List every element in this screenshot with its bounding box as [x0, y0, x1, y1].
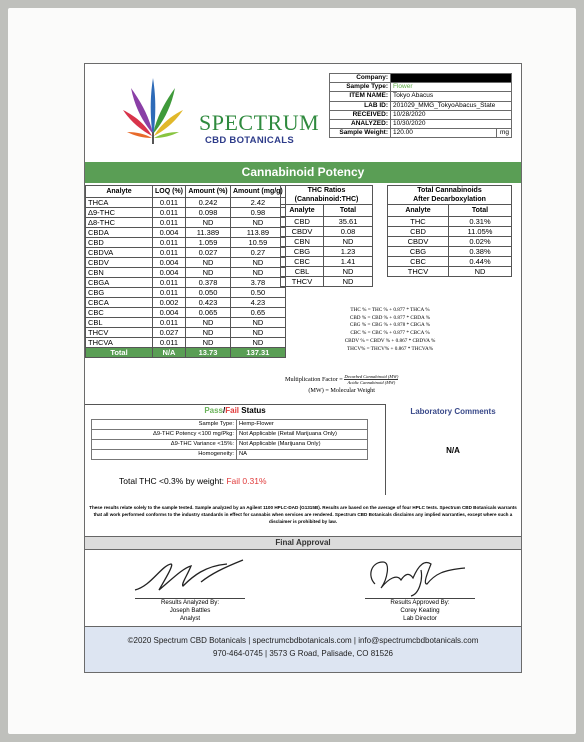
- totals-col-analyte: Analyte: [388, 205, 449, 217]
- table-row: [86, 288, 286, 298]
- total-thc-label: Total THC <0.3% by weight:: [119, 476, 224, 486]
- table-cell: 0.011: [153, 238, 186, 248]
- table-row: [86, 248, 286, 258]
- table-cell: CBDVA: [86, 248, 153, 258]
- table-cell: 0.98: [231, 208, 286, 218]
- table-cell: 0.011: [153, 318, 186, 328]
- table-cell: 0.011: [153, 208, 186, 218]
- table-cell: CBGA: [86, 278, 153, 288]
- table-cell: CBCA: [86, 298, 153, 308]
- lab-comments-title: Laboratory Comments: [410, 407, 496, 416]
- table-row: [281, 257, 373, 267]
- table-cell: Δ9-THC: [86, 208, 153, 218]
- sample-weight-value: 120.00: [393, 129, 413, 137]
- table-cell: ND: [231, 318, 286, 328]
- table-cell: ND: [231, 338, 286, 348]
- pass-word: Pass: [204, 406, 223, 415]
- table-row: [281, 217, 373, 227]
- mw-note: (MW) = Molecular Weight: [308, 387, 375, 394]
- table-cell: 0.011: [153, 288, 186, 298]
- table-cell: 0.050: [186, 288, 231, 298]
- status-word: Status: [239, 406, 266, 415]
- multiplication-factor: [285, 374, 398, 394]
- table-cell: 1.23: [324, 247, 373, 257]
- sample-weight-unit: mg: [496, 129, 509, 137]
- info-value-item-name: Tokyo Abacus: [391, 92, 512, 101]
- table-cell: Δ8-THC: [86, 218, 153, 228]
- col-header-amount-mgg: Amount (mg/g): [231, 186, 286, 198]
- table-row: [86, 308, 286, 318]
- final-approval-bar: Final Approval: [85, 536, 521, 550]
- table-cell: ND: [324, 237, 373, 247]
- info-label: ANALYZED:: [330, 119, 391, 128]
- pf-value: Hemp-Flower: [237, 420, 368, 430]
- table-cell: 0.011: [153, 248, 186, 258]
- total-cannabinoids-table: [387, 185, 512, 277]
- table-cell: ND: [449, 267, 512, 277]
- paper-background: [8, 8, 576, 734]
- footer-contact: [85, 626, 521, 672]
- table-cell: CBL: [281, 267, 324, 277]
- table-cell: 0.011: [153, 338, 186, 348]
- col-header-amount-pct: Amount (%): [186, 186, 231, 198]
- table-row: [388, 257, 512, 267]
- table-row: [86, 318, 286, 328]
- table-cell: 11.389: [186, 228, 231, 238]
- director-signature-icon: [361, 554, 471, 598]
- table-cell: ND: [186, 258, 231, 268]
- table-row: [86, 198, 286, 208]
- ratios-col-analyte: Analyte: [281, 205, 324, 217]
- info-value-sample-type: Flower: [391, 83, 512, 92]
- formula-line: CBC % = CBC % + 0.877 * CBCA %: [350, 330, 430, 337]
- col-header-loq: LOQ (%): [153, 186, 186, 198]
- table-cell: 11.05%: [449, 227, 512, 237]
- formula-line: CBDV % = CBDV % + 0.867 * CBDVA %: [344, 337, 436, 344]
- coa-document: [84, 63, 522, 673]
- table-cell: THC: [388, 217, 449, 227]
- mult-numerator: Decarbed Cannabinoid (MW): [344, 374, 399, 379]
- table-cell: ND: [186, 218, 231, 228]
- table-cell: 4.23: [231, 298, 286, 308]
- formula-line: CBD % = CBD % + 0.877 * CBDA %: [349, 314, 431, 321]
- table-cell: 0.004: [153, 258, 186, 268]
- table-cell: THCV: [388, 267, 449, 277]
- brand-name: SPECTRUM: [199, 110, 320, 135]
- table-cell: CBDA: [86, 228, 153, 238]
- table-row: [281, 227, 373, 237]
- table-cell: 1.059: [186, 238, 231, 248]
- table-cell: ND: [186, 318, 231, 328]
- table-row: [388, 237, 512, 247]
- footer-line2: 970-464-0745 | 3573 G Road, Palisade, CO 81526: [213, 649, 393, 658]
- table-cell: ND: [324, 267, 373, 277]
- fail-word: Fail: [225, 406, 240, 415]
- total-amount-mgg: 137.31: [231, 348, 286, 358]
- info-label: Sample Weight:: [330, 129, 391, 138]
- ratios-title-line2: (Cannabinoid:THC): [294, 196, 359, 203]
- formula-line: CBG % = CBG % + 0.878 * CBGA %: [349, 322, 431, 329]
- table-cell: 0.02%: [449, 237, 512, 247]
- total-amount-pct: 13.73: [186, 348, 231, 358]
- table-row: [86, 208, 286, 218]
- table-cell: 0.27: [231, 248, 286, 258]
- table-cell: 0.002: [153, 298, 186, 308]
- table-cell: 0.65: [231, 308, 286, 318]
- table-cell: ND: [231, 218, 286, 228]
- pf-label: Δ9-THC Potency <100 mg/Pkg:: [92, 430, 237, 440]
- table-cell: CBDV: [388, 237, 449, 247]
- lab-comments-value: N/A: [446, 446, 460, 455]
- potency-total-row: [86, 348, 286, 358]
- sample-info-table: [329, 73, 512, 138]
- info-label: RECEIVED:: [330, 110, 391, 119]
- formula-line: THC % = THC % + 0.877 * THCA %: [350, 307, 430, 313]
- pf-label: Homogeneity:: [92, 450, 237, 460]
- table-cell: CBC: [281, 257, 324, 267]
- table-cell: CBN: [281, 237, 324, 247]
- table-cell: ND: [324, 277, 373, 287]
- table-cell: 0.378: [186, 278, 231, 288]
- table-cell: CBC: [388, 257, 449, 267]
- table-row: [86, 298, 286, 308]
- brand-subtitle: CBD BOTANICALS: [205, 135, 294, 146]
- table-cell: 0.50: [231, 288, 286, 298]
- info-value-lab-id: 201029_MMG_TokyoAbacus_State: [391, 101, 512, 110]
- table-cell: ND: [186, 338, 231, 348]
- table-cell: CBL: [86, 318, 153, 328]
- info-label: Company:: [330, 74, 391, 83]
- table-cell: 0.065: [186, 308, 231, 318]
- info-value-analyzed: 10/30/2020: [391, 119, 512, 128]
- director-role: Lab Director: [403, 615, 437, 622]
- pf-value: Not Applicable (Marijuana Only): [237, 440, 368, 450]
- table-cell: 0.242: [186, 198, 231, 208]
- ratios-title: [281, 186, 373, 205]
- totals-title-line2: After Decarboxylation: [413, 196, 486, 203]
- table-cell: ND: [186, 268, 231, 278]
- table-row: [388, 247, 512, 257]
- info-value-sample-weight: [391, 129, 512, 138]
- total-loq: N/A: [153, 348, 186, 358]
- table-cell: CBG: [86, 288, 153, 298]
- mult-denominator: Acidic Cannabinoid (MW): [347, 380, 396, 385]
- thc-ratios-table: [280, 185, 373, 287]
- table-cell: CBD: [388, 227, 449, 237]
- table-row: [388, 267, 512, 277]
- mult-label: Multiplication Factor =: [285, 375, 343, 383]
- analyst-label: Results Analyzed By:: [135, 598, 245, 607]
- table-row: [281, 267, 373, 277]
- table-cell: THCV: [281, 277, 324, 287]
- totals-title-line1: Total Cannabinoids: [417, 187, 482, 194]
- company-redacted: [391, 74, 512, 83]
- lab-comments: [385, 404, 521, 494]
- pf-label: Δ9-THC Variance <15%:: [92, 440, 237, 450]
- table-cell: 0.098: [186, 208, 231, 218]
- info-label: Sample Type:: [330, 83, 391, 92]
- pf-value: Not Applicable (Retail Marijuana Only): [237, 430, 368, 440]
- table-row: [86, 328, 286, 338]
- table-cell: 0.31%: [449, 217, 512, 227]
- table-cell: CBN: [86, 268, 153, 278]
- table-cell: ND: [186, 328, 231, 338]
- table-row: [86, 338, 286, 348]
- potency-table: [85, 185, 286, 358]
- table-cell: 0.011: [153, 218, 186, 228]
- table-row: [281, 247, 373, 257]
- potency-rows: [86, 198, 286, 348]
- table-cell: 0.027: [153, 328, 186, 338]
- totals-col-total: Total: [449, 205, 512, 217]
- table-cell: 0.423: [186, 298, 231, 308]
- table-cell: 1.41: [324, 257, 373, 267]
- analyst-role: Analyst: [179, 615, 201, 622]
- pass-fail-section: [85, 404, 386, 495]
- table-cell: 0.44%: [449, 257, 512, 267]
- table-cell: CBD: [86, 238, 153, 248]
- table-cell: THCA: [86, 198, 153, 208]
- table-row: [86, 258, 286, 268]
- potency-banner: Cannabinoid Potency: [85, 162, 521, 183]
- table-cell: CBDV: [281, 227, 324, 237]
- pass-fail-slash: /: [223, 406, 226, 415]
- director-name: Corey Keating: [400, 607, 440, 614]
- table-row: [281, 277, 373, 287]
- table-row: [86, 238, 286, 248]
- table-cell: CBG: [281, 247, 324, 257]
- table-cell: 113.89: [231, 228, 286, 238]
- info-value-received: 10/28/2020: [391, 110, 512, 119]
- table-cell: 0.08: [324, 227, 373, 237]
- table-cell: 0.38%: [449, 247, 512, 257]
- table-cell: ND: [231, 328, 286, 338]
- total-thc-value: 0.31%: [242, 476, 267, 486]
- totals-title: [388, 186, 512, 205]
- total-thc-fail: Fail: [226, 476, 241, 486]
- table-cell: CBG: [388, 247, 449, 257]
- table-cell: ND: [231, 268, 286, 278]
- director-label: Results Approved By:: [365, 598, 475, 607]
- info-label: LAB ID:: [330, 101, 391, 110]
- table-cell: 2.42: [231, 198, 286, 208]
- table-cell: CBC: [86, 308, 153, 318]
- pass-fail-heading: [85, 405, 385, 417]
- table-cell: THCVA: [86, 338, 153, 348]
- cannabis-leaf-logo-icon: [121, 74, 185, 144]
- total-rows: [388, 217, 512, 277]
- table-cell: CBD: [281, 217, 324, 227]
- table-row: [86, 218, 286, 228]
- ratios-col-total: Total: [324, 205, 373, 217]
- disclaimer-text: These results relate solely to the sample tested. Sample analyzed by an Agilent 1100 HPLC-DAD (G1315B). Results are based on the average of four HPLC tests. Spectrum CBD Botanicals warrants that all work performed conforms to the industry standards in effect for cannabis when services are rendered. Spectrum CBD Botanicals disclaims any implied warranties, except where such a disclaimer is prohibited by law.: [89, 505, 517, 524]
- table-row: [86, 228, 286, 238]
- table-cell: 0.004: [153, 228, 186, 238]
- table-cell: 0.027: [186, 248, 231, 258]
- ratios-title-line1: THC Ratios: [307, 187, 346, 194]
- pf-label: Sample Type:: [92, 420, 237, 430]
- footer-line1: ©2020 Spectrum CBD Botanicals | spectrumcbdbotanicals.com | info@spectrumcbdbotanicals.com: [127, 636, 479, 645]
- analyst-signature-block: [135, 598, 245, 623]
- formula-line: THCV% = THCV% + 0.867 * THCVA%: [346, 345, 434, 352]
- table-cell: CBDV: [86, 258, 153, 268]
- table-cell: ND: [231, 258, 286, 268]
- table-cell: THCV: [86, 328, 153, 338]
- table-row: [281, 237, 373, 247]
- decarb-formulas: [261, 307, 519, 353]
- pf-value: NA: [237, 450, 368, 460]
- table-cell: 0.004: [153, 308, 186, 318]
- table-row: [388, 217, 512, 227]
- table-cell: 10.59: [231, 238, 286, 248]
- total-label: Total: [86, 348, 153, 358]
- col-header-analyte: Analyte: [86, 186, 153, 198]
- analyst-signature-icon: [131, 556, 251, 596]
- ratio-rows: [281, 217, 373, 287]
- table-cell: 0.011: [153, 278, 186, 288]
- analyst-name: Joseph Battles: [169, 607, 211, 614]
- pass-fail-table: [91, 419, 368, 460]
- table-cell: 35.61: [324, 217, 373, 227]
- director-signature-block: [365, 598, 475, 623]
- table-cell: 3.78: [231, 278, 286, 288]
- total-thc-result: [119, 476, 267, 486]
- table-row: [86, 278, 286, 288]
- table-cell: 0.011: [153, 198, 186, 208]
- mult-fraction: [344, 374, 398, 385]
- table-cell: 0.004: [153, 268, 186, 278]
- table-row: [388, 227, 512, 237]
- info-label: ITEM NAME:: [330, 92, 391, 101]
- table-row: [86, 268, 286, 278]
